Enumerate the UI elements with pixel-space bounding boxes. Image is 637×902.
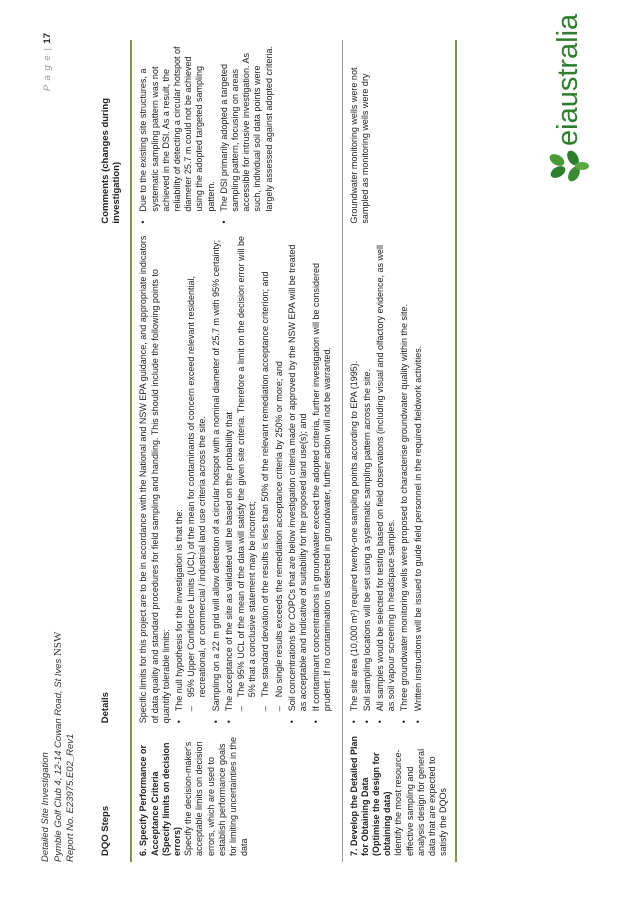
page-number: 17 (42, 33, 53, 44)
list-item: • Soil concentrations for COPCs that are below investigation criteria made or approved by the NSW EPA will be treated as acceptable and indicative of suitability for the proposed land use(s); and (287, 236, 309, 712)
list-item: • Soil sampling locations will be set using a systematic sampling pattern across the site. (362, 236, 373, 712)
list-item: • The site area (10,000 m²) required twenty-one sampling points according to EPA (1995). (349, 236, 360, 712)
col-header-details: Details (94, 230, 131, 730)
comments-cell (131, 40, 342, 230)
col-header-comments: Comments (changes during investigation) (94, 40, 131, 230)
details-bullet-list (349, 236, 424, 724)
dqo-step-cell (342, 729, 456, 862)
table-row (131, 40, 342, 862)
table-row (342, 40, 456, 862)
comments-cell: Groundwater monitoring wells were not sampled as monitoring wells were dry (342, 40, 456, 230)
list-item: – The standard deviation of the results is less than 50% of the relevant remediation acceptance criterion; and (260, 236, 271, 698)
list-item: – No single results exceeds the remediation acceptance criteria by 250% or more; and (274, 236, 285, 698)
list-item: – 95% Upper Confidence Limits (UCL) of the mean for contaminants of concern exceed relevant residential, recreational, or commercial / industrial land use criteria across the site. (186, 236, 208, 698)
document-header (40, 632, 77, 862)
details-intro: Specific limits for this project are to be in accordance with the National and NSW EPA guidance, and appropriate indicators of data quality and standard procedures for field sampling and handling. This should include the following points to quantify tolerable limits: (138, 235, 171, 724)
dqo-step-cell (131, 729, 342, 862)
step-title: 6. Specify Performance or Acceptance Criteria (Specify limits on decision errors) (138, 742, 183, 856)
list-item: • Three groundwater monitoring wells were proposed to characterise groundwater quality within the site. (399, 236, 410, 712)
header-site-address: Pymble Golf Club 4, 12-14 Cowan Road, St Ives NSW (52, 631, 64, 862)
logo-text: eiaustralia (552, 13, 584, 146)
list-item: • If contaminant concentrations in groundwater exceed the adopted criteria, further investigation will be considered prudent. If no contamination is detected in groundwater, further action will not be warranted. (311, 236, 333, 712)
list-item: • Written instructions will be issued to guide field personnel in the required fieldwork activities. (413, 236, 424, 712)
list-item: • The DSI primarily adopted a targeted sampling pattern, focusing on areas accessible for intrusive investigation. As such, individual soil data points were largely assessed against adopted criteria. (219, 46, 275, 212)
page-number-label: P a g e | 17 (42, 33, 53, 92)
step-description: Specify the decision-maker's acceptable limits on decision errors, which are used to establish performance goals for limiting uncertainties in the data (183, 736, 250, 856)
step-title: 7. Develop the Detailed Plan for Obtaining Data (Optimise the design for obtaining data) (348, 735, 393, 856)
col-header-dqo-steps: DQO Steps (94, 729, 131, 862)
table-header-row (94, 40, 131, 862)
comments-bullet-list (138, 46, 274, 224)
header-doc-type: Detailed Site Investigation (40, 752, 51, 862)
leaf-cluster-icon (548, 148, 592, 182)
details-cell (131, 230, 342, 730)
company-logo (548, 13, 596, 182)
sub-list (186, 236, 208, 712)
step-description: Identify the most resource-effective sampling and analysis design for general data that are expected to satisfy the DQOs (393, 748, 449, 856)
details-cell (342, 230, 456, 730)
header-report-number: Report No. E23975.E02_Rev1 (65, 733, 76, 862)
dqo-table (94, 40, 457, 862)
list-item: • Sampling on a 22 m grid will allow detection of a circular hotspot with a nominal diameter of 25.7 m with 95% certainty; (211, 236, 222, 712)
details-bullet-list (174, 236, 334, 724)
list-item: • The null hypothesis for the investigation is that the: – 95% Upper Confidence Limits (UCL) of the mean for contaminants of concern exceed relevant residential, recreational, or commercial / industrial land use criteria across the site. (174, 236, 209, 712)
list-item: • The acceptance of the site as validated will be based on the probability that – The 95% UCL of the mean of the data will satisfy the given site criteria. Therefore a limit on the decision error will be 5% that a conclusive statement may be incorrect; – The standard deviation of the results is less than 50% of the relevant remediation acceptance criterion; and – No single results exceeds the remediation acceptance criteria by 250% or more; and (224, 236, 285, 712)
list-item: • All samples would be selected for testing based on field observations (including visual and olfactory evidence, as well as soil vapour screening in headspace samples. (375, 236, 397, 712)
sub-list (236, 236, 285, 712)
list-item: – The 95% UCL of the mean of the data will satisfy the given site criteria. Therefore a limit on the decision error will be 5% that a conclusive statement may be incorrect; (236, 236, 258, 698)
list-item: • Due to the existing site structures, a systematic sampling pattern was not achieved in the DSI. As a result, the reliability of detecting a circular hotspot of diameter 25.7 m could not be achieved using the adopted targeted sampling pattern. (138, 46, 216, 212)
